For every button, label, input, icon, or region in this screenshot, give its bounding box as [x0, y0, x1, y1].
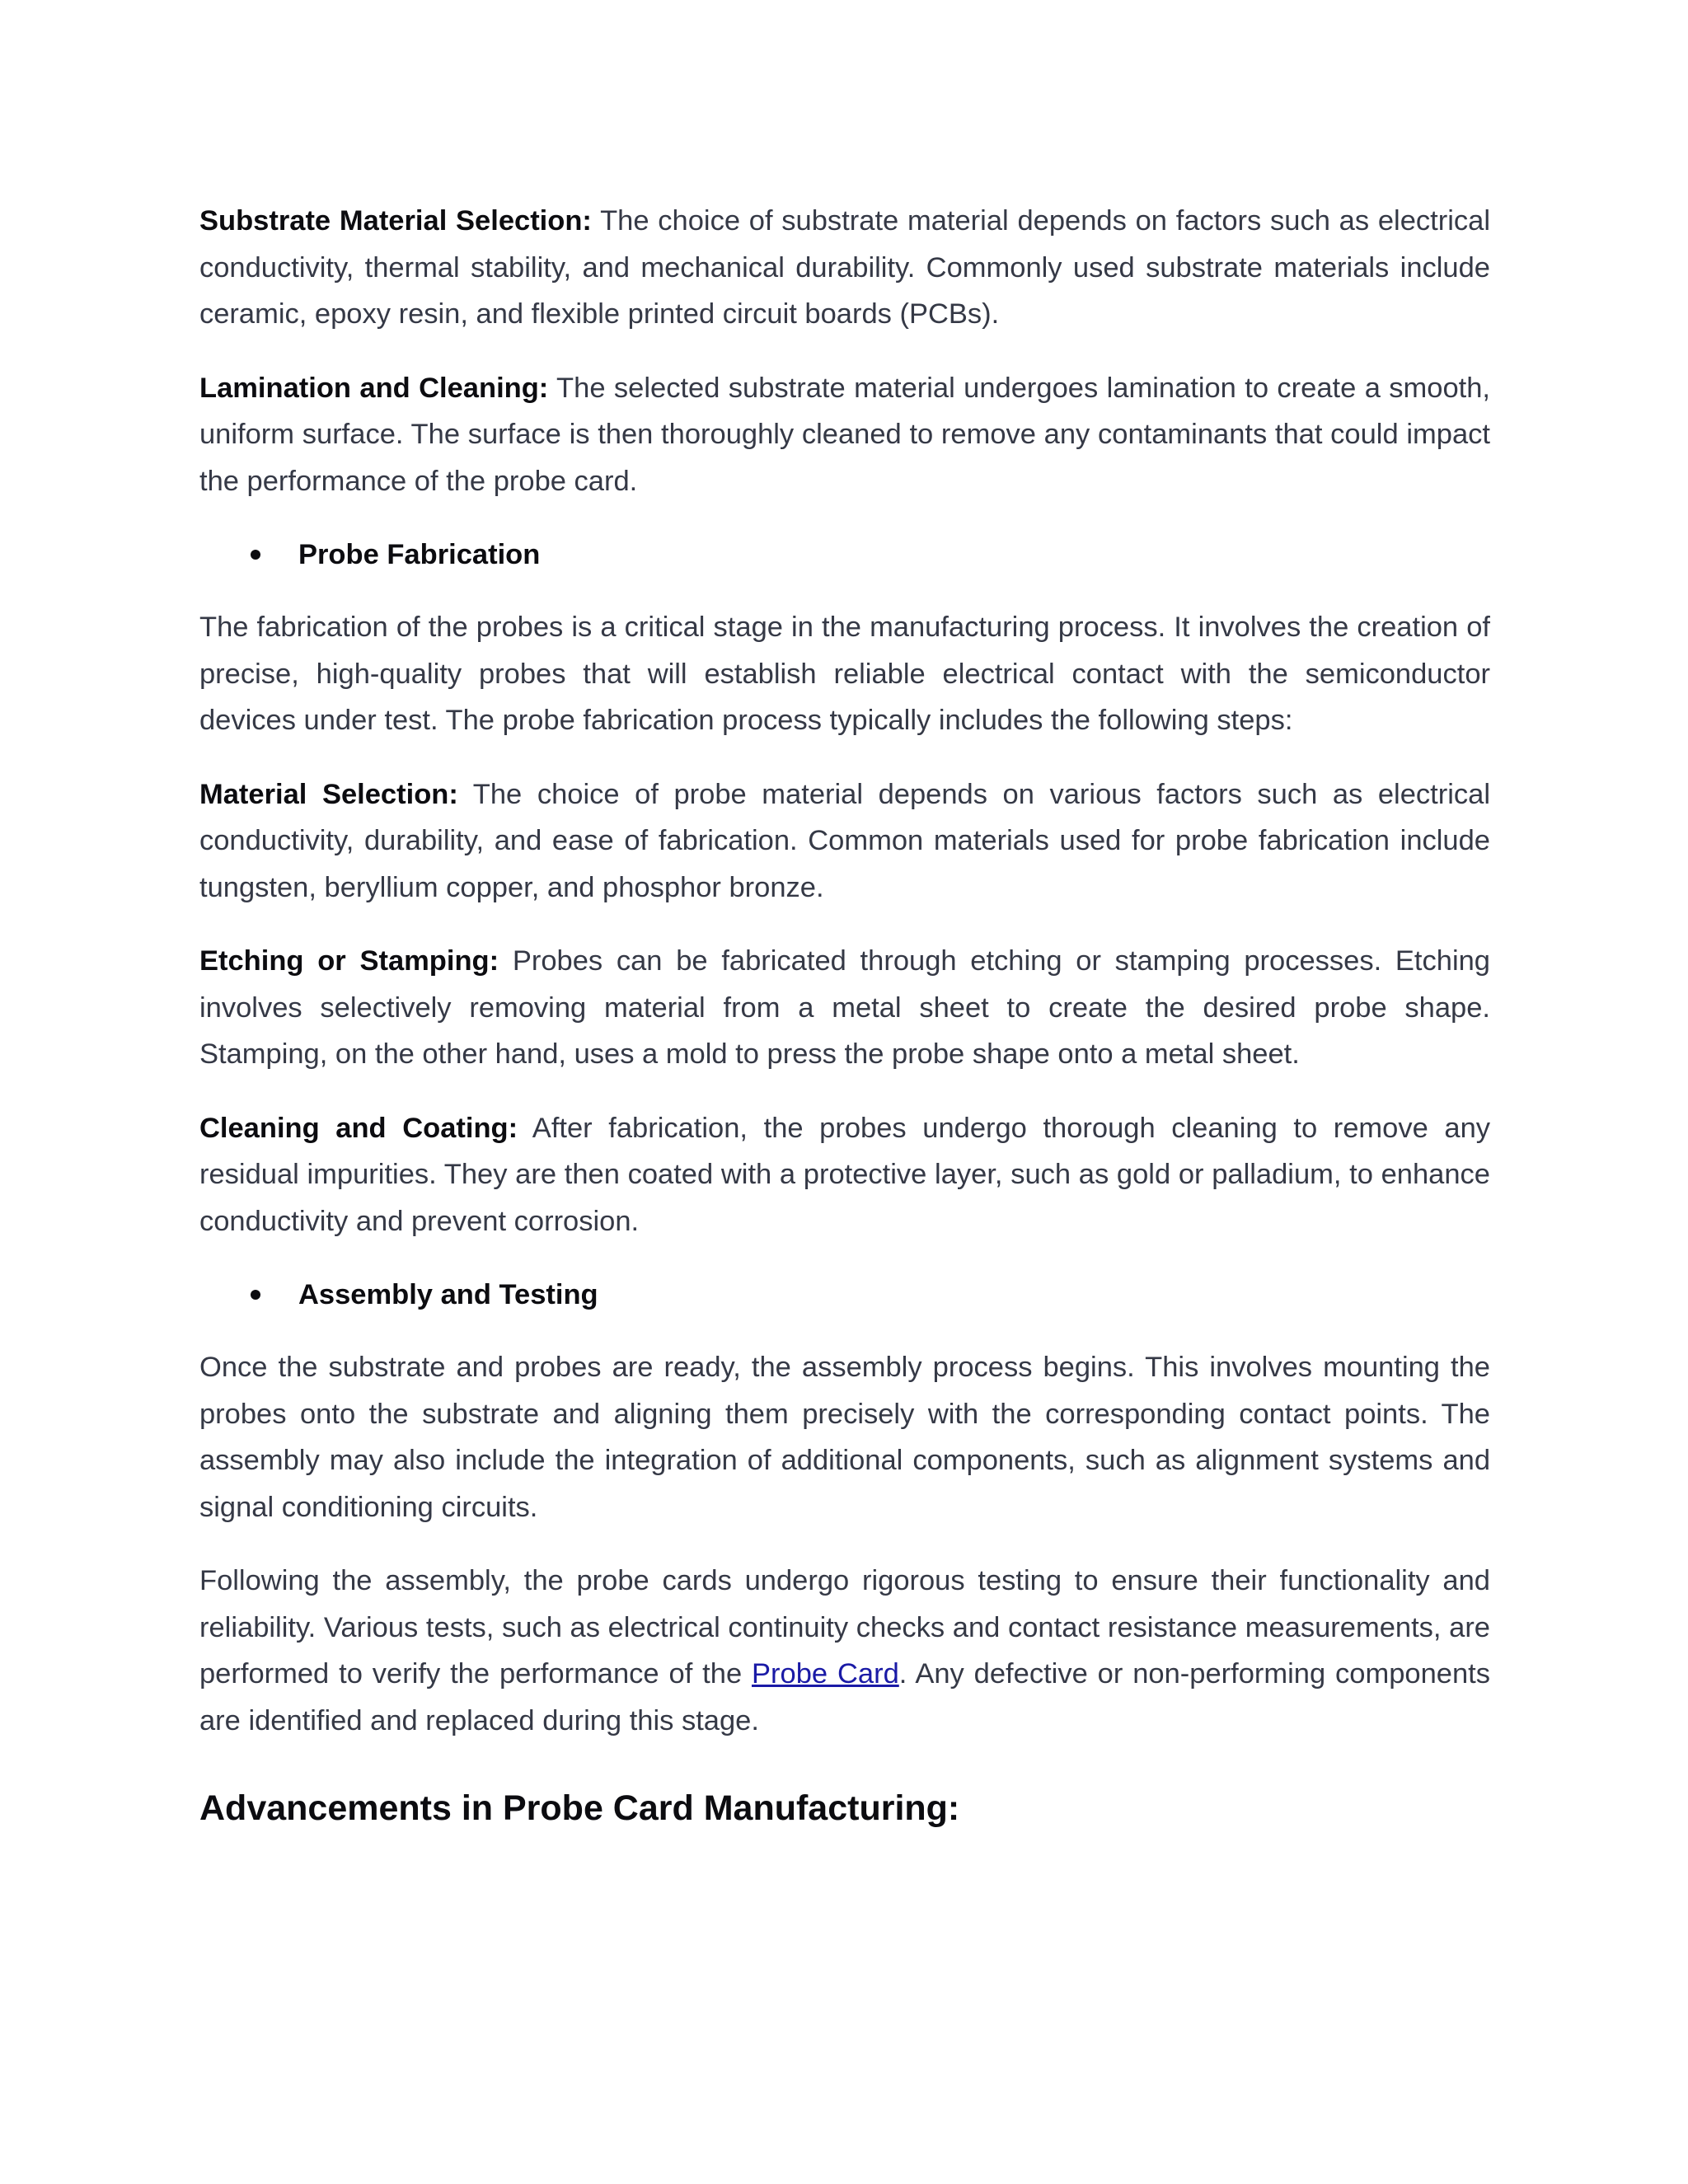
lamination-cleaning-paragraph — [199, 365, 1490, 505]
assembly-testing-heading: Assembly and Testing — [298, 1279, 598, 1310]
assembly-paragraph: Once the substrate and probes are ready, the assembly process begins. This involves mounting the probes onto the substrate and aligning them precisely with the corresponding contact points. The assembly may also include the integration of additional components, such as alignment systems and signal conditioning circuits. — [199, 1352, 1490, 1523]
bullet-assembly-testing — [199, 1272, 1490, 1318]
material-selection-lead: Material Selection: — [199, 778, 458, 810]
cleaning-coating-paragraph — [199, 1105, 1490, 1245]
document-page — [199, 198, 1490, 1833]
material-selection-paragraph — [199, 771, 1490, 912]
probe-fabrication-intro: The fabrication of the probes is a critical stage in the manufacturing process. It involves the creation of precise, high-quality probes that will establish reliable electrical contact with the semiconductor devices under test. The probe fabrication process typically includes the following steps: — [199, 612, 1490, 736]
probe-fabrication-heading: Probe Fabrication — [298, 539, 541, 570]
testing-text-after-link: . Any defective or non-performing components are identified and replaced during this stage. — [199, 1658, 1490, 1736]
substrate-material-selection-lead: Substrate Material Selection: — [199, 205, 592, 237]
probe-card-link[interactable]: Probe Card — [752, 1658, 899, 1690]
lamination-cleaning-lead: Lamination and Cleaning: — [199, 372, 549, 404]
etching-stamping-text: Probes can be fabricated through etching or stamping processes. Etching involves selectively removing material from a metal sheet to create the desired probe shape. Stamping, on the other hand, uses a mold to press the probe shape onto a metal sheet. — [199, 945, 1490, 1070]
testing-text-before-link: Following the assembly, the probe cards undergo rigorous testing to ensure their functionality and reliability. Various tests, such as electrical continuity checks and contact resistance measurements, are performed to verify the performance of the — [199, 1565, 1490, 1690]
testing-paragraph — [199, 1558, 1490, 1744]
substrate-material-selection-text: The choice of substrate material depends on factors such as electrical conductivity, thermal stability, and mechanical durability. Commonly used substrate materials include ceramic, epoxy resin, and flexible printed circuit boards (PCBs). — [199, 205, 1490, 330]
bullet-dot-icon — [251, 550, 260, 560]
cleaning-coating-text: After fabrication, the probes undergo thorough cleaning to remove any residual impurities. They are then coated with a protective layer, such as gold or palladium, to enhance conductivity and prevent corrosion. — [199, 1112, 1491, 1237]
substrate-material-selection-paragraph — [199, 198, 1490, 338]
material-selection-text: The choice of probe material depends on various factors such as electrical conductivity, durability, and ease of fabrication. Common materials used for probe fabrication include tungsten, beryllium copper, and phosphor bronze. — [199, 778, 1490, 903]
bullet-probe-fabrication — [199, 532, 1490, 578]
advancements-heading: Advancements in Probe Card Manufacturing: — [199, 1788, 960, 1828]
bullet-dot-icon — [251, 1290, 260, 1300]
lamination-cleaning-text: The selected substrate material undergoes lamination to create a smooth, uniform surface. The surface is then thoroughly cleaned to remove any contaminants that could impact the performance of the probe card. — [199, 372, 1490, 497]
etching-stamping-lead: Etching or Stamping: — [199, 945, 499, 977]
cleaning-coating-lead: Cleaning and Coating: — [199, 1112, 518, 1144]
etching-stamping-paragraph — [199, 938, 1490, 1078]
